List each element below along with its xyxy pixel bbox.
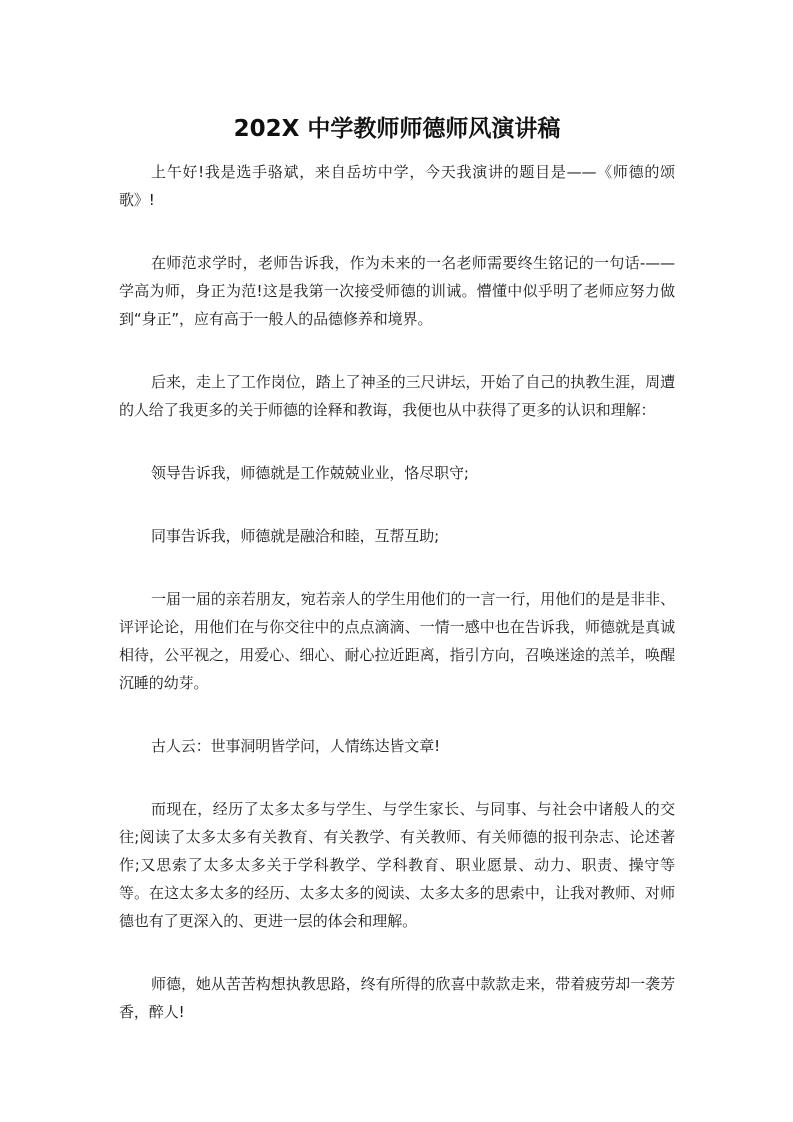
paragraph-normal-school: 在师范求学时，老师告诉我，作为未来的一名老师需要终生铭记的一句话-——学高为师，身正为范!这是我第一次接受师德的训诫。懵懂中似乎明了老师应努力做到“身正”，应有高于一般人的品德修养和境界。 [119,254,675,328]
paragraph-experience: 而现在，经历了太多太多与学生、与学生家长、与同事、与社会中诸般人的交往;阅读了太多太多有关教育、有关教学、有关教师、有关师德的报刊杂志、论述著作;又思索了太多太多关于学科教学、学科教育、职业愿景、动力、职责、操守等等。在这太多太多的经历、太多太多的阅读、太多太多的思索中，让我对教师、对师德也有了更深入的、更进一层的体会和理解。 [119,800,675,930]
paragraph-ancient-saying: 古人云：世事洞明皆学问，人情练达皆文章! [151,737,441,755]
paragraph-leaders: 领导告诉我，师德就是工作兢兢业业，恪尽职守; [151,464,469,482]
paragraph-career: 后来，走上了工作岗位，踏上了神圣的三尺讲坛，开始了自己的执教生涯，周遭的人给了我更多的关于师德的诠释和教诲，我便也从中获得了更多的认识和理解： [119,373,675,419]
paragraph-colleagues: 同事告诉我，师德就是融洽和睦，互帮互助; [151,527,440,545]
document-title: 202X 中学教师师德师风演讲稿 [233,116,561,142]
paragraph-conclusion: 师德，她从苦苦构想执教思路，终有所得的欣喜中款款走来，带着疲劳却一袭芳香，醉人! [119,975,675,1021]
paragraph-greeting: 上午好!我是选手骆斌，来自岳坊中学，今天我演讲的题目是——《师德的颂歌》! [119,163,675,209]
paragraph-students: 一届一届的亲若朋友，宛若亲人的学生用他们的一言一行，用他们的是是非非、评评论论，用他们在与你交往中的点点滴滴、一情一感中也在告诉我，师德就是真诚相待，公平视之，用爱心、细心、耐心拉近距离，指引方向，召唤迷途的羔羊，唤醒沉睡的幼芽。 [119,590,675,692]
